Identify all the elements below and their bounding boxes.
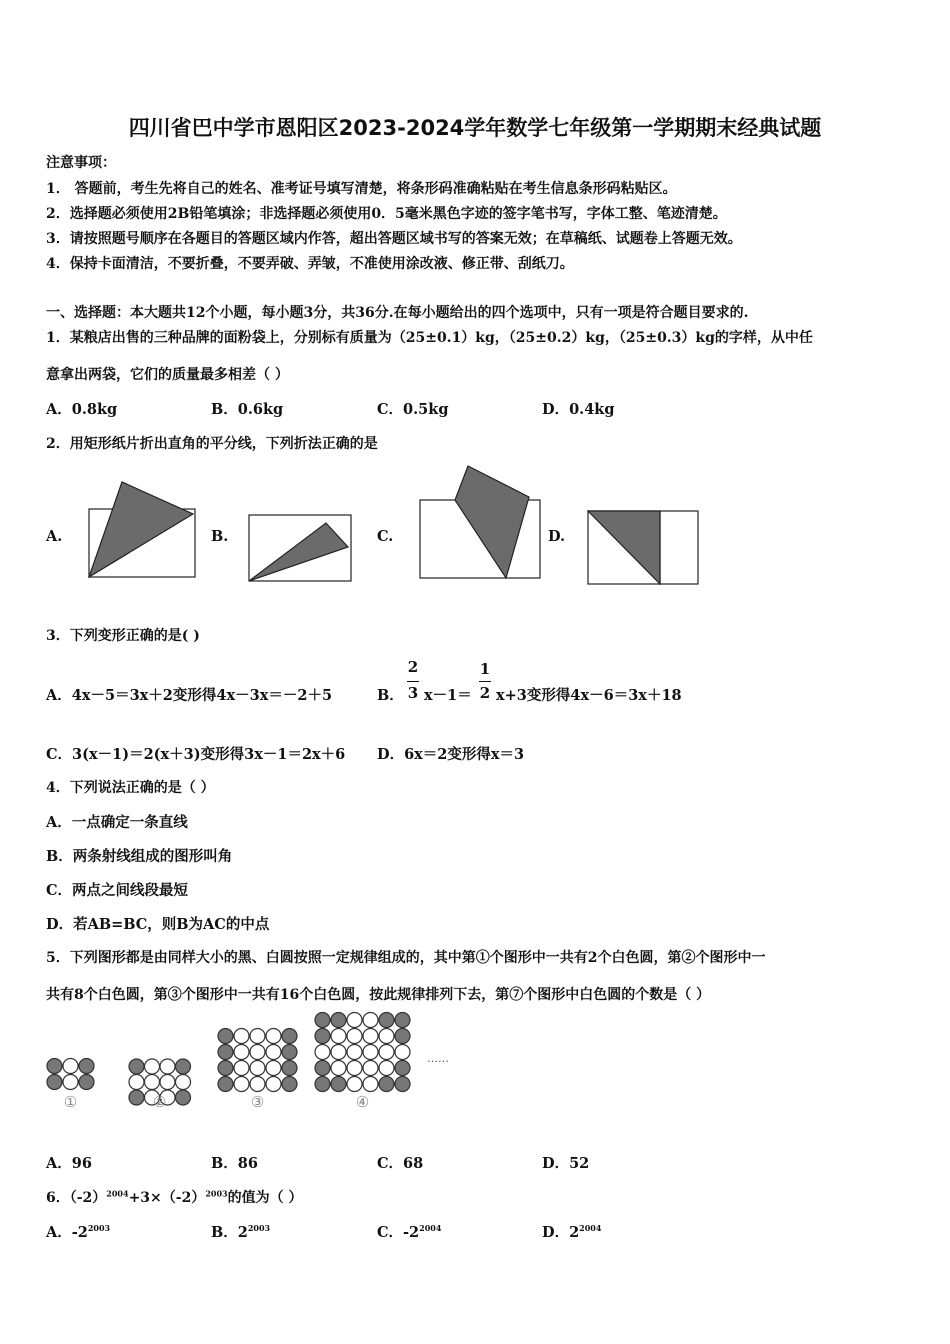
- white-circle: [145, 1075, 160, 1090]
- q3-b-denominator-1: 3: [407, 684, 419, 702]
- white-circle: [160, 1075, 175, 1090]
- black-circle: [47, 1075, 62, 1090]
- white-circle: [266, 1029, 281, 1044]
- q5-option-c: C．68: [377, 1155, 424, 1172]
- q3-b-denominator-2: 2: [479, 684, 491, 702]
- q5-figure-3: [218, 1029, 297, 1092]
- white-circle: [250, 1045, 265, 1060]
- black-circle: [282, 1061, 297, 1076]
- q5-ellipsis: ……: [427, 1052, 449, 1065]
- q1-option-c: C．0.5kg: [377, 401, 449, 418]
- white-circle: [347, 1077, 362, 1092]
- black-circle: [282, 1077, 297, 1092]
- white-circle: [63, 1059, 78, 1074]
- black-circle: [395, 1061, 410, 1076]
- black-circle: [129, 1059, 144, 1074]
- page-title: 四川省巴中学市恩阳区2023-2024学年数学七年级第一学期期末经典试题: [128, 116, 822, 140]
- black-circle: [331, 1077, 346, 1092]
- white-circle: [250, 1029, 265, 1044]
- black-circle: [282, 1029, 297, 1044]
- q5-figure-label-2: ②: [153, 1093, 167, 1111]
- white-circle: [379, 1045, 394, 1060]
- notice-item-3: 3．请按照题号顺序在各题目的答题区域内作答，超出答题区域书写的答案无效；在草稿纸、试题卷上答题无效。: [46, 231, 742, 247]
- white-circle: [347, 1029, 362, 1044]
- white-circle: [266, 1061, 281, 1076]
- q6-option-d: D．$2^{2004}$: [542, 1223, 602, 1241]
- q5-circle-figures: [0, 1010, 950, 1125]
- black-circle: [218, 1061, 233, 1076]
- white-circle: [363, 1013, 378, 1028]
- q2-label-c: C.: [377, 528, 394, 545]
- black-circle: [395, 1029, 410, 1044]
- q5-option-d: D．52: [542, 1155, 590, 1172]
- white-circle: [234, 1061, 249, 1076]
- white-circle: [347, 1061, 362, 1076]
- q3-b-numerator-1: 2: [407, 658, 419, 676]
- notice-item-4: 4．保持卡面清洁，不要折叠，不要弄破、弄皱，不准使用涂改液、修正带、刮纸刀。: [46, 256, 574, 272]
- white-circle: [379, 1029, 394, 1044]
- black-circle: [282, 1045, 297, 1060]
- q1-option-d: D．0.4kg: [542, 401, 615, 418]
- q2-label-a: A.: [46, 528, 63, 545]
- q4-option-c: C．两点之间线段最短: [46, 882, 189, 899]
- white-circle: [266, 1045, 281, 1060]
- q6-option-c: C．$-2^{2004}$: [377, 1223, 442, 1241]
- q2-figure-b: [245, 510, 355, 585]
- notice-item-2: 2．选择题必须使用2B铅笔填涂；非选择题必须使用0．5毫米黑色字迹的签字笔书写，字体工整、笔迹清楚。: [46, 206, 727, 222]
- q6-part-1: 6．（-2）: [46, 1190, 107, 1206]
- q3-option-c: C．3(x－1)＝2(x＋3)变形得3x－1＝2x＋6: [46, 746, 346, 763]
- q6-option-a: A．$-2^{2003}$: [46, 1223, 111, 1241]
- q3-b-fraction-bar-2: [479, 681, 491, 682]
- q5-figure-4: [315, 1013, 410, 1092]
- black-circle: [47, 1059, 62, 1074]
- q1-stem-line1: 1．某粮店出售的三种品牌的面粉袋上，分别标有质量为（25±0.1）kg，（25±0.2）kg，（25±0.3）kg的字样，从中任: [46, 330, 813, 346]
- white-circle: [395, 1045, 410, 1060]
- black-circle: [315, 1029, 330, 1044]
- white-circle: [331, 1029, 346, 1044]
- black-circle: [379, 1013, 394, 1028]
- q5-figure-1: [47, 1059, 94, 1090]
- q2-stem: 2．用矩形纸片折出直角的平分线，下列折法正确的是: [46, 436, 378, 452]
- q6-part-2: +3×（-2）: [128, 1190, 206, 1206]
- black-circle: [315, 1061, 330, 1076]
- notice-item-1: 1． 答题前，考生先将自己的姓名、准考证号填写清楚，将条形码准确粘贴在考生信息条形码粘贴区。: [46, 181, 677, 197]
- black-circle: [129, 1090, 144, 1105]
- white-circle: [331, 1045, 346, 1060]
- white-circle: [145, 1059, 160, 1074]
- q5-figure-label-3: ③: [250, 1093, 265, 1111]
- black-circle: [395, 1077, 410, 1092]
- q6-part-3: 的值为（ ）: [227, 1190, 303, 1206]
- white-circle: [315, 1045, 330, 1060]
- black-circle: [315, 1013, 330, 1028]
- white-circle: [266, 1077, 281, 1092]
- black-circle: [79, 1059, 94, 1074]
- q5-stem-line1: 5．下列图形都是由同样大小的黑、白圆按照一定规律组成的，其中第①个图形中一共有2个白色圆，第②个图形中一: [46, 950, 766, 966]
- q4-option-b: B．两条射线组成的图形叫角: [46, 848, 233, 865]
- q3-b-middle: x－1＝: [424, 687, 472, 704]
- white-circle: [363, 1077, 378, 1092]
- q3-option-b-label: B．: [377, 687, 404, 704]
- white-circle: [250, 1061, 265, 1076]
- q2-figure-d: [584, 506, 702, 586]
- q1-option-b: B．0.6kg: [211, 401, 284, 418]
- q2-label-b: B.: [211, 528, 229, 545]
- white-circle: [363, 1045, 378, 1060]
- q5-figure-label-1: ①: [63, 1093, 78, 1111]
- q6-option-b: B．$2^{2003}$: [211, 1223, 271, 1241]
- white-circle: [129, 1075, 144, 1090]
- white-circle: [250, 1077, 265, 1092]
- q2-label-d: D.: [548, 528, 566, 545]
- black-circle: [176, 1090, 191, 1105]
- black-circle: [218, 1077, 233, 1092]
- q2-figure-c: [415, 462, 545, 582]
- white-circle: [347, 1045, 362, 1060]
- black-circle: [331, 1013, 346, 1028]
- black-circle: [379, 1077, 394, 1092]
- q5-figure-label-4: ④: [355, 1093, 370, 1111]
- section-heading: 一、选择题：本大题共12个小题，每小题3分，共36分.在每小题给出的四个选项中，只有一项是符合题目要求的.: [46, 305, 749, 321]
- black-circle: [218, 1029, 233, 1044]
- q4-option-a: A．一点确定一条直线: [46, 814, 188, 831]
- white-circle: [363, 1061, 378, 1076]
- q3-b-fraction-bar-1: [407, 681, 419, 682]
- q5-option-a: A．96: [46, 1155, 92, 1172]
- white-circle: [176, 1075, 191, 1090]
- q6-exp-2: 2003: [205, 1188, 228, 1199]
- black-circle: [176, 1059, 191, 1074]
- q3-stem: 3．下列变形正确的是( ): [46, 628, 200, 644]
- white-circle: [234, 1029, 249, 1044]
- white-circle: [363, 1029, 378, 1044]
- black-circle: [218, 1045, 233, 1060]
- q6-exp-1: 2004: [106, 1188, 129, 1199]
- white-circle: [379, 1061, 394, 1076]
- q1-stem-line2: 意拿出两袋，它们的质量最多相差（ ）: [46, 367, 289, 383]
- q2-figure-a: [85, 478, 200, 588]
- black-circle: [395, 1013, 410, 1028]
- notice-heading: 注意事项：: [46, 155, 116, 171]
- white-circle: [234, 1045, 249, 1060]
- q3-b-numerator-2: 1: [479, 660, 491, 678]
- q1-option-a: A．0.8kg: [46, 401, 118, 418]
- q4-option-d: D．若AB=BC，则B为AC的中点: [46, 916, 270, 933]
- white-circle: [347, 1013, 362, 1028]
- black-circle: [79, 1075, 94, 1090]
- q5-stem-line2: 共有8个白色圆，第③个图形中一共有16个白色圆，按此规律排列下去，第⑦个图形中白色圆的个数是（ ）: [46, 987, 711, 1003]
- white-circle: [331, 1061, 346, 1076]
- q4-stem: 4．下列说法正确的是（ ）: [46, 780, 215, 796]
- q6-stem: [46, 1187, 302, 1207]
- q3-b-tail: x+3变形得4x－6＝3x＋18: [496, 687, 682, 704]
- white-circle: [160, 1059, 175, 1074]
- white-circle: [63, 1075, 78, 1090]
- q3-option-d: D．6x＝2变形得x＝3: [377, 746, 525, 763]
- black-circle: [315, 1077, 330, 1092]
- q5-option-b: B．86: [211, 1155, 258, 1172]
- q3-option-a: A．4x－5＝3x＋2变形得4x－3x＝－2＋5: [46, 687, 333, 704]
- white-circle: [234, 1077, 249, 1092]
